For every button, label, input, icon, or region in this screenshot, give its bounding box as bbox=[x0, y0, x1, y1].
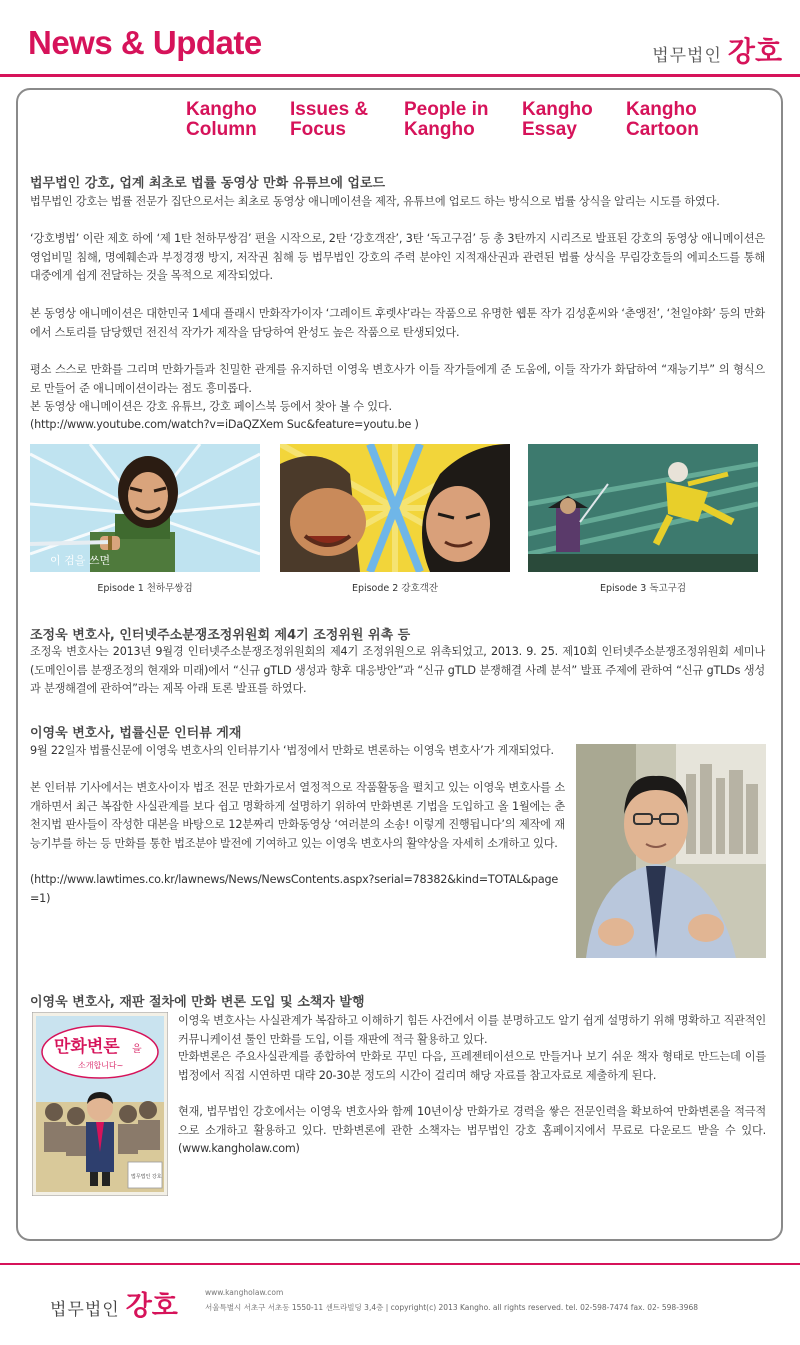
booklet-subtitle: 소개합니다~ bbox=[78, 1061, 124, 1070]
booklet-cover[interactable] bbox=[32, 1012, 168, 1196]
section-booklet-title: 이영욱 변호사, 재판 절차에 만화 변론 도입 및 소책자 발행 bbox=[30, 995, 365, 1010]
episode-1-subtitle: 이 검을 쓰면 bbox=[50, 554, 111, 567]
section-booklet-p1: 이영욱 변호사는 사실관계가 복잡하고 이해하기 힘든 사건에서 이를 분명하고도 알기 쉽게 설명하기 위해 명확하고 직관적인 커뮤니케이션 툴인 만화를 도입, 이를 재판에 적극 활용하고 있다. bbox=[178, 1014, 766, 1046]
booklet-brand: 법무법인 강호 bbox=[131, 1174, 162, 1180]
section-domain-title: 조정욱 변호사, 인터넷주소분쟁조정위원회 제4기 조정위원 위촉 등 bbox=[30, 628, 411, 643]
section-booklet-p2: 만화변론은 주요사실관계를 종합하여 만화로 꾸민 다음, 프레젠테이션으로 만들거나 보기 쉬운 책자 형태로 만드는데 이를 법정에서 직접 시연하면 대략 20-30분 정도의 시간이 걸리며 해당 자료를 참고자료로 제출하게 된다. bbox=[178, 1050, 766, 1082]
lawyer-photo bbox=[576, 744, 766, 958]
page-title: News & Update bbox=[28, 24, 262, 61]
episode-2-illustration bbox=[280, 444, 510, 572]
category-nav bbox=[0, 100, 800, 144]
header bbox=[0, 0, 800, 82]
episode-3-image[interactable] bbox=[528, 444, 758, 572]
header-divider bbox=[0, 74, 800, 77]
lawyer-photo-illustration bbox=[576, 744, 766, 958]
footer-logo-small: 법무법인 bbox=[50, 1300, 120, 1320]
section-interview-p2: 본 인터뷰 기사에서는 변호사이자 법조 전문 만화가로서 열정적으로 작품활동을 펼치고 있는 이영욱 변호사를 소개하면서 최근 복잡한 사실관계를 보다 쉽고 명확하게 설명하기 위하여 만화변론 기법을 도입하고 올 1월에는 춘천지법 판사들이 작성한 대본을 바탕으로 12분짜리 만화동영상 ‘여러분의 소송! 이렇게 진행됩니다’의 제작에 재능기부를 하는 등 만화를 통한 법조분야 발전에 기여하고 있는 이영욱 변호사의 활약상을 자세히 소개하고 있다. bbox=[30, 781, 565, 850]
section-youtube-p4: 평소 스스로 만화를 그리며 만화가들과 친밀한 관계를 유지하던 이영욱 변호사가 이들 작가들에게 준 도움에, 이들 작가가 화답하여 “재능기부” 의 형식으로 만들어 준 애니메이션이라는 점도 흥미롭다. bbox=[30, 363, 765, 395]
episode-2-caption: Episode 2 강호객잔 bbox=[351, 583, 439, 594]
section-youtube-title: 법무법인 강호, 업계 최초로 법률 동영상 만화 유튜브에 업로드 bbox=[30, 176, 386, 191]
nav-kangho-column[interactable]: Kangho Column bbox=[186, 99, 257, 140]
booklet-cover-illustration bbox=[32, 1012, 168, 1196]
brand-logo[interactable] bbox=[652, 30, 782, 70]
section-interview-title: 이영욱 변호사, 법률신문 인터뷰 게재 bbox=[30, 726, 242, 741]
episode-3-caption: Episode 3 독고구검 bbox=[599, 583, 687, 594]
section-youtube-p1: 법무법인 강호는 법률 전문가 집단으로서는 최초로 동영상 애니메이션을 제작, 유튜브에 업로드 하는 방식으로 법률 상식을 알리는 시도를 하였다. bbox=[30, 195, 720, 208]
section-youtube-p2: ‘강호병법’ 이란 제호 하에 ‘제 1탄 천하무쌍검’ 편을 시작으로, 2탄 ‘강호객잔’, 3탄 ‘독고구검’ 등 총 3탄까지 시리즈로 발표된 강호의 동영상 애니메이션은 영업비밀 침해, 명예훼손과 부정경쟁 방지, 저작권 침해 등 법무법인 강호의 주력 분야인 지적재산권과 관련된 법률 상식을 무림강호들의 에피소드를 통해 대중에게 쉽게 전달하는 것을 목적으로 제작되었다. bbox=[30, 232, 765, 282]
nav-people-in-kangho[interactable]: People in Kangho bbox=[404, 99, 489, 140]
section-interview-p1: 9월 22일자 법률신문에 이영욱 변호사의 인터뷰기사 ‘법정에서 만화로 변론하는 이영욱 변호사’가 게재되었다. bbox=[30, 744, 554, 757]
brand-logo-big: 강호 bbox=[727, 35, 782, 68]
nav-kangho-essay[interactable]: Kangho Essay bbox=[522, 99, 593, 140]
footer-website[interactable]: www.kangholaw.com bbox=[205, 1288, 284, 1297]
footer-logo[interactable] bbox=[50, 1284, 178, 1323]
booklet-title: 만화변론 bbox=[54, 1037, 120, 1057]
booklet-title-suffix: 을 bbox=[132, 1044, 142, 1055]
episode-1-caption: Episode 1 천하무쌍검 bbox=[97, 583, 193, 594]
section-youtube-link[interactable]: (http://www.youtube.com/watch?v=iDaQZXem Suc&feature=youtu.be ) bbox=[30, 418, 419, 431]
footer-logo-big: 강호 bbox=[125, 1291, 178, 1322]
footer-address: 서울특별시 서초구 서초동 1550-11 센트라빌딩 3,4층 | copyright(c) 2013 Kangho. all rights reserved. tel. 02-598-7474 fax. 02- 598-3968 bbox=[205, 1303, 698, 1312]
episode-1-image[interactable] bbox=[30, 444, 260, 572]
brand-logo-small: 법무법인 bbox=[652, 46, 722, 66]
nav-issues-focus[interactable]: Issues & Focus bbox=[290, 99, 369, 140]
section-youtube-p3: 본 동영상 애니메이션은 대한민국 1세대 플래시 만화작가이자 ‘그레이트 후렛샤’라는 작품으로 유명한 웹툰 작가 김성훈씨와 ‘춘앵전’, ‘천일야화’ 등의 만화에서 스토리를 담당했던 전진석 작가가 제작을 담당하여 완성도 높은 작품으로 탄생되었다. bbox=[30, 307, 765, 339]
episode-3-illustration bbox=[528, 444, 758, 572]
footer-divider bbox=[0, 1263, 800, 1265]
section-youtube-p5: 본 동영상 애니메이션은 강호 유튜브, 강호 페이스북 등에서 찾아 볼 수 있다. bbox=[30, 400, 392, 413]
section-booklet-p3: 현재, 법무법인 강호에서는 이영욱 변호사와 함께 10년이상 만화가로 경력을 쌓은 전문인력을 확보하여 만화변론을 적극적으로 소개하고 활용하고 있다. 만화변론에 관한 소책자는 법무법인 강호 홈페이지에서 무료로 다운로드 받을 수 있다. (www.kangholaw.com) bbox=[178, 1105, 766, 1155]
episode-2-image[interactable] bbox=[280, 444, 510, 572]
section-domain-p1: 조정욱 변호사는 2013년 9월경 인터넷주소분쟁조정위원회의 제4기 조정위원으로 위촉되었고, 2013. 9. 25. 제10회 인터넷주소분쟁조정위원회 세미나(도메인이름 분쟁조정의 현재와 미래)에서 “신규 gTLD 생성과 향후 대응방안”과 “신규 gTLD 분쟁해결 사례 분석” 발표 주제에 관하여 “신규 gTLDs 생성과 분쟁해결에 관하여”라는 제목 아래 토론 발표를 하였다. bbox=[30, 645, 765, 695]
nav-kangho-cartoon[interactable]: Kangho Cartoon bbox=[626, 99, 699, 140]
episode-1-illustration bbox=[30, 444, 260, 572]
section-interview-link[interactable]: (http://www.lawtimes.co.kr/lawnews/News/NewsContents.aspx?serial=78382&kind=TOTAL&page=1) bbox=[30, 873, 559, 905]
